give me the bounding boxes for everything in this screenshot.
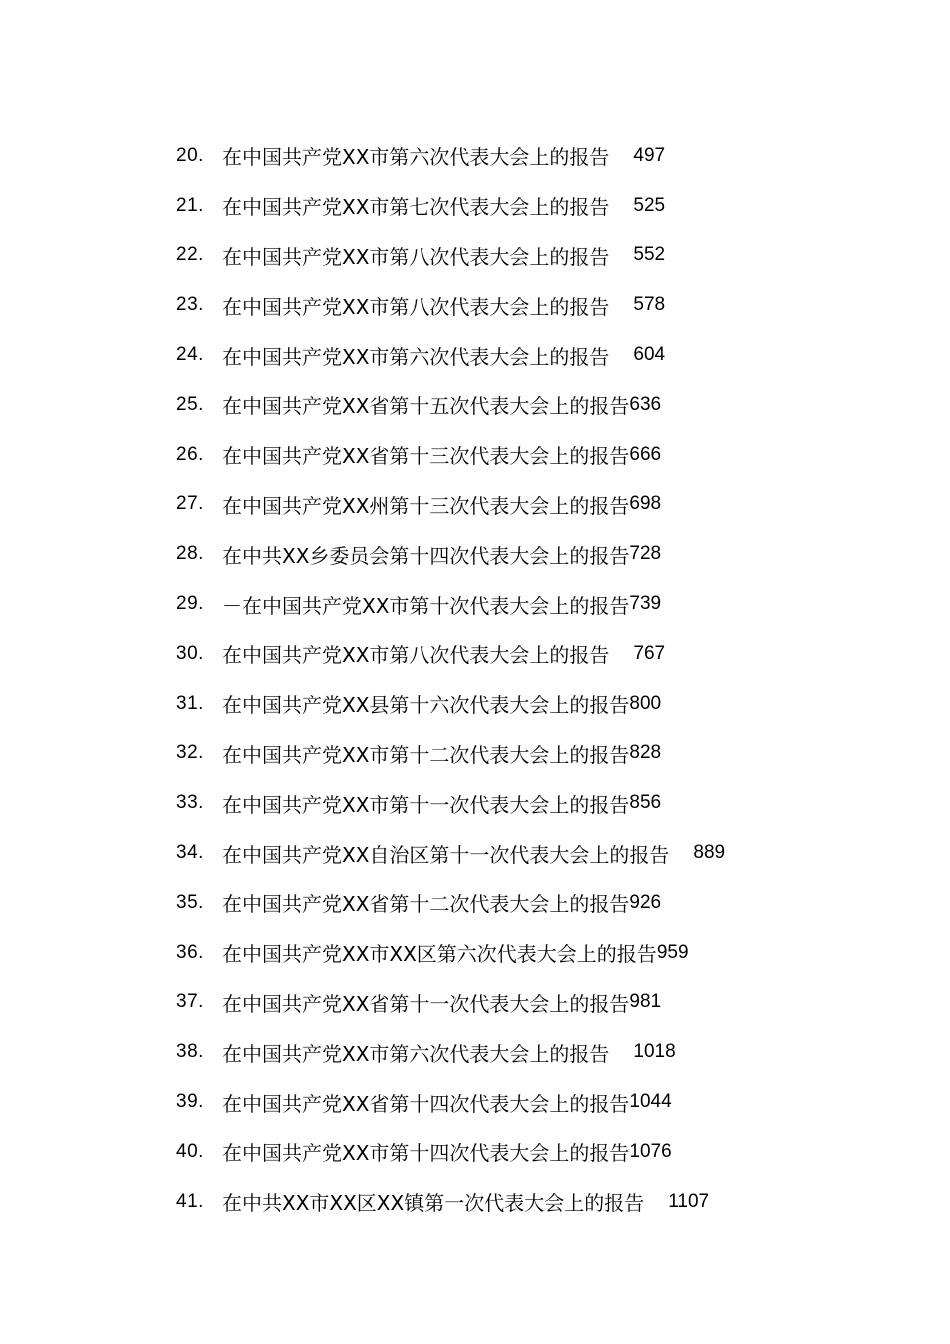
entry-title: 在中国共产党XX省第十一次代表大会上的报告 <box>222 991 630 1016</box>
entry-number: 21. <box>176 194 204 216</box>
entry-page-number: 698 <box>629 493 662 515</box>
entry-number: 27. <box>176 493 204 515</box>
entry-page-number: 1018 <box>633 1041 676 1063</box>
entry-page-number: 497 <box>633 144 666 166</box>
entry-number: 23. <box>176 294 204 316</box>
entry-number: 26. <box>176 443 204 465</box>
entry-title: 在中国共产党XX市第六次代表大会上的报告 <box>222 145 610 170</box>
entry-title: 在中共XX市XX区XX镇第一次代表大会上的报告 <box>222 1191 645 1216</box>
entry-number: 29. <box>176 593 204 615</box>
toc-entry <box>176 1177 876 1227</box>
entry-page-number: 525 <box>633 194 666 216</box>
entry-number: 37. <box>176 991 204 1013</box>
toc-entry <box>176 1127 876 1177</box>
entry-number: 20. <box>176 144 204 166</box>
entry-page-number: 889 <box>693 842 726 864</box>
toc-entry <box>176 1027 876 1077</box>
entry-page-number: 728 <box>629 543 662 565</box>
toc-entry <box>176 380 876 430</box>
toc-entry <box>176 828 876 878</box>
entry-number: 36. <box>176 941 204 963</box>
entry-title: 在中国共产党XX自治区第十一次代表大会上的报告 <box>222 842 670 867</box>
entry-number: 24. <box>176 344 204 366</box>
entry-page-number: 828 <box>629 742 662 764</box>
table-of-contents <box>176 131 876 1227</box>
entry-number: 35. <box>176 891 204 913</box>
entry-number: 33. <box>176 792 204 814</box>
entry-page-number: 800 <box>629 692 662 714</box>
entry-page-number: 666 <box>629 443 662 465</box>
toc-entry <box>176 978 876 1028</box>
toc-entry <box>176 928 876 978</box>
entry-title: 在中国共产党XX市第十二次代表大会上的报告 <box>222 742 630 767</box>
entry-number: 25. <box>176 393 204 415</box>
entry-title: 在中国共产党XX省第十五次代表大会上的报告 <box>222 394 630 419</box>
entry-page-number: 959 <box>656 941 689 963</box>
toc-entry <box>176 131 876 181</box>
entry-page-number: 552 <box>633 244 666 266</box>
entry-number: 38. <box>176 1041 204 1063</box>
entry-title: 在中国共产党XX市第十四次代表大会上的报告 <box>222 1141 630 1166</box>
toc-entry <box>176 529 876 579</box>
toc-entry <box>176 729 876 779</box>
entry-number: 30. <box>176 642 204 664</box>
entry-page-number: 926 <box>629 891 662 913</box>
toc-entry <box>176 231 876 281</box>
entry-title: 在中国共产党XX省第十二次代表大会上的报告 <box>222 892 630 917</box>
entry-title: 在中国共产党XX州第十三次代表大会上的报告 <box>222 493 630 518</box>
toc-entry <box>176 579 876 629</box>
toc-entry <box>176 1077 876 1127</box>
entry-page-number: 1044 <box>629 1091 672 1113</box>
entry-title: 在中国共产党XX县第十六次代表大会上的报告 <box>222 693 630 718</box>
toc-entry <box>176 430 876 480</box>
entry-page-number: 578 <box>633 294 666 316</box>
toc-entry <box>176 480 876 530</box>
entry-page-number: 1076 <box>629 1140 672 1162</box>
toc-entry <box>176 181 876 231</box>
entry-page-number: 856 <box>629 792 662 814</box>
entry-page-number: 636 <box>629 393 662 415</box>
entry-title: 在中国共产党XX省第十四次代表大会上的报告 <box>222 1091 630 1116</box>
entry-title: 在中国共产党XX市XX区第六次代表大会上的报告 <box>222 942 657 967</box>
entry-title: 在中国共产党XX市第七次代表大会上的报告 <box>222 195 610 220</box>
toc-entry <box>176 878 876 928</box>
entry-number: 28. <box>176 543 204 565</box>
toc-entry <box>176 280 876 330</box>
entry-page-number: 981 <box>629 991 662 1013</box>
toc-entry <box>176 778 876 828</box>
entry-title: 在中国共产党XX省第十三次代表大会上的报告 <box>222 444 630 469</box>
entry-page-number: 739 <box>629 593 662 615</box>
entry-number: 41. <box>176 1190 204 1212</box>
entry-number: 32. <box>176 742 204 764</box>
entry-title: 在中国共产党XX市第八次代表大会上的报告 <box>222 643 610 668</box>
entry-page-number: 767 <box>633 642 666 664</box>
entry-title: －在中国共产党XX市第十次代表大会上的报告 <box>222 593 630 618</box>
toc-entry <box>176 629 876 679</box>
entry-title: 在中国共产党XX市第十一次代表大会上的报告 <box>222 792 630 817</box>
entry-number: 22. <box>176 244 204 266</box>
entry-number: 40. <box>176 1140 204 1162</box>
entry-title: 在中共XX乡委员会第十四次代表大会上的报告 <box>222 543 630 568</box>
toc-entry <box>176 679 876 729</box>
entry-number: 39. <box>176 1091 204 1113</box>
entry-title: 在中国共产党XX市第六次代表大会上的报告 <box>222 1041 610 1066</box>
entry-page-number: 1107 <box>668 1190 710 1212</box>
entry-number: 31. <box>176 692 204 714</box>
entry-page-number: 604 <box>633 344 666 366</box>
toc-entry <box>176 330 876 380</box>
entry-number: 34. <box>176 842 204 864</box>
entry-title: 在中国共产党XX市第八次代表大会上的报告 <box>222 244 610 269</box>
entry-title: 在中国共产党XX市第八次代表大会上的报告 <box>222 294 610 319</box>
entry-title: 在中国共产党XX市第六次代表大会上的报告 <box>222 344 610 369</box>
